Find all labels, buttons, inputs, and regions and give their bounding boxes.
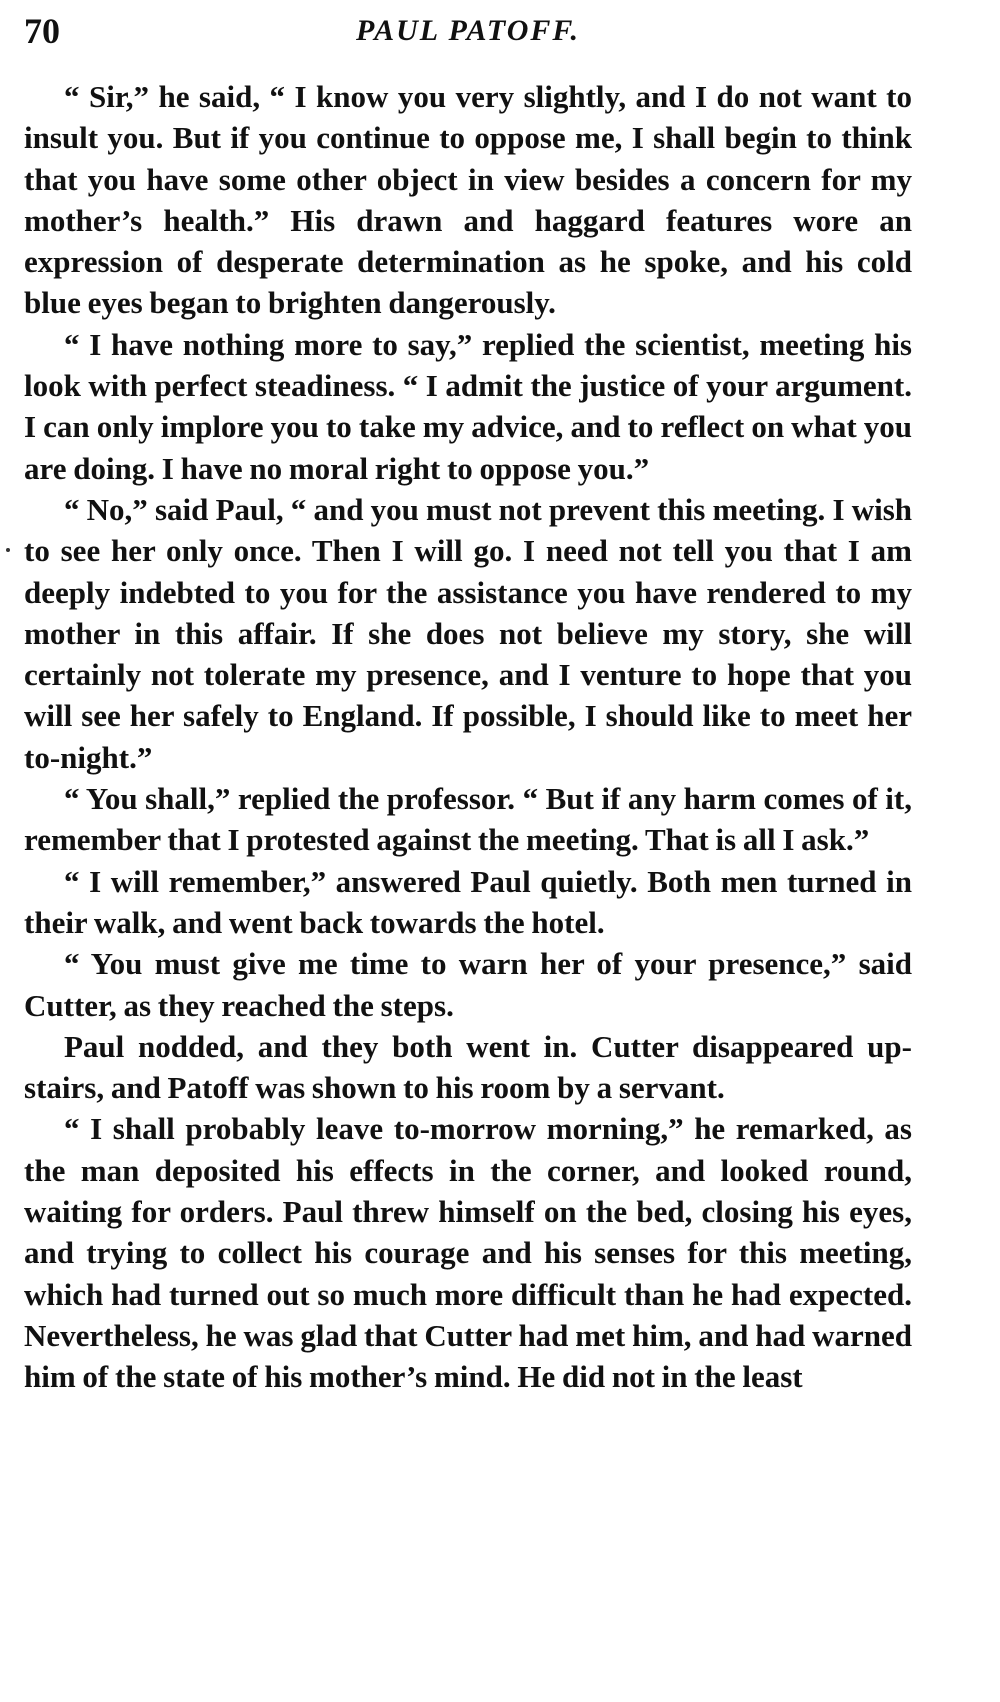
page-header (24, 6, 912, 56)
paragraph: “ I have nothing more to say,” replied the scientist, meeting his look with perfect steadiness. “ I admit the justice of your argument. I can only implore you to take my advice, and to reflect on what you are doing. I have no moral right to oppose you.” (24, 326, 912, 486)
paragraph: Paul nodded, and they both went in. Cutter disappeared up-stairs, and Patoff was shown to his room by a servant. (24, 1028, 912, 1106)
page-number: 70 (24, 11, 60, 51)
paragraph: “ I shall probably leave to-morrow morning,” he remarked, as the man deposited his effects in the corner, and looked round, waiting for orders. Paul threw himself on the bed, closing his eyes, and trying to collect his courage and his senses for this meeting, which had turned out so much more difficult than he had expected. Nevertheless, he was glad that Cutter had met him, and had warned him of the state of his mother’s mind. He did not in the least (24, 1111, 912, 1395)
paragraph: “ You must give me time to warn her of your presence,” said Cutter, as they reached the steps. (24, 946, 912, 1023)
paragraph: “ You shall,” replied the professor. “ But if any harm comes of it, remember that I protested against the meeting. That is all I ask.” (24, 781, 912, 858)
paragraph: “ Sir,” he said, “ I know you very slightly, and I do not want to insult you. But if you continue to oppose me, I shall begin to think that you have some other object in view besides a concern for my mother’s health.” His drawn and haggard features wore an expression of desperate determination as he spoke, and his cold blue eyes began to brighten dangerously. (24, 79, 912, 321)
paragraph: “ No,” said Paul, “ and you must not prevent this meeting. I wish to see her only once. Then I will go. I need not tell you that I am deeply indebted to you for the assistance you have rendered to my mother in this affair. If she does not believe my story, she will certainly not tolerate my presence, and I venture to hope that you will see her safely to England. If possible, I should like to meet her to-night.” (24, 491, 912, 775)
running-title: PAUL PATOFF. (355, 14, 581, 47)
paragraph: “ I will remember,” answered Paul quietly. Both men turned in their walk, and went back towards the hotel. (24, 863, 912, 940)
margin-speck (6, 548, 10, 552)
body-text (24, 76, 912, 1398)
